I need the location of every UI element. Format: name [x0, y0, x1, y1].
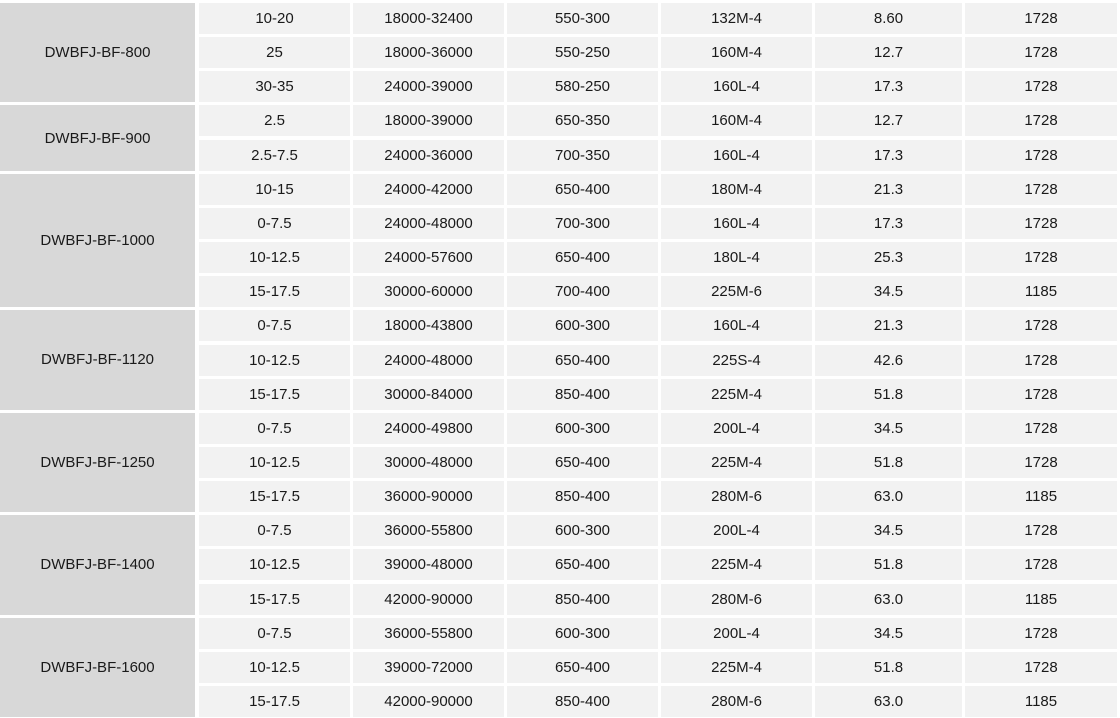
rpm-cell: 1728: [965, 549, 1117, 580]
motor-model-cell: 280M-6: [661, 686, 812, 717]
motor-model-cell: 200L-4: [661, 618, 812, 649]
pressure-cell: 15-17.5: [199, 584, 350, 615]
airflow-cell: 30000-60000: [353, 276, 504, 307]
airflow-cell: 24000-42000: [353, 174, 504, 205]
pressure-cell: 10-15: [199, 174, 350, 205]
power-cell: 17.3: [815, 71, 962, 102]
speed-cell: 650-400: [507, 242, 658, 273]
speed-cell: 700-400: [507, 276, 658, 307]
motor-model-cell: 160M-4: [661, 105, 812, 136]
speed-cell: 600-300: [507, 310, 658, 341]
motor-model-cell: 180M-4: [661, 174, 812, 205]
rpm-cell: 1728: [965, 105, 1117, 136]
model-cell: DWBFJ-BF-1600: [0, 618, 195, 717]
pressure-cell: 10-20: [199, 3, 350, 34]
motor-model-cell: 280M-6: [661, 481, 812, 512]
power-cell: 34.5: [815, 515, 962, 546]
model-cell: DWBFJ-BF-900: [0, 105, 195, 170]
speed-cell: 850-400: [507, 686, 658, 717]
rpm-cell: 1728: [965, 379, 1117, 410]
motor-model-cell: 200L-4: [661, 413, 812, 444]
speed-cell: 700-300: [507, 208, 658, 239]
pressure-cell: 25: [199, 37, 350, 68]
pressure-cell: 15-17.5: [199, 686, 350, 717]
power-cell: 17.3: [815, 140, 962, 171]
motor-model-cell: 225M-4: [661, 447, 812, 478]
motor-model-cell: 225M-4: [661, 652, 812, 683]
speed-cell: 550-250: [507, 37, 658, 68]
power-cell: 42.6: [815, 345, 962, 376]
rpm-cell: 1728: [965, 208, 1117, 239]
airflow-cell: 36000-55800: [353, 515, 504, 546]
model-cell: DWBFJ-BF-1000: [0, 174, 195, 307]
airflow-cell: 18000-32400: [353, 3, 504, 34]
speed-cell: 850-400: [507, 379, 658, 410]
pressure-cell: 0-7.5: [199, 208, 350, 239]
speed-cell: 600-300: [507, 515, 658, 546]
rpm-cell: 1728: [965, 413, 1117, 444]
power-cell: 51.8: [815, 379, 962, 410]
power-cell: 12.7: [815, 37, 962, 68]
speed-cell: 600-300: [507, 413, 658, 444]
motor-model-cell: 280M-6: [661, 584, 812, 615]
rpm-cell: 1185: [965, 686, 1117, 717]
rpm-cell: 1185: [965, 584, 1117, 615]
pressure-cell: 0-7.5: [199, 618, 350, 649]
speed-cell: 650-400: [507, 447, 658, 478]
speed-cell: 600-300: [507, 618, 658, 649]
motor-model-cell: 160L-4: [661, 140, 812, 171]
power-cell: 34.5: [815, 276, 962, 307]
motor-model-cell: 160L-4: [661, 208, 812, 239]
motor-model-cell: 200L-4: [661, 515, 812, 546]
power-cell: 21.3: [815, 174, 962, 205]
power-cell: 63.0: [815, 686, 962, 717]
airflow-cell: 18000-43800: [353, 310, 504, 341]
motor-model-cell: 225M-4: [661, 549, 812, 580]
airflow-cell: 18000-39000: [353, 105, 504, 136]
motor-model-cell: 225S-4: [661, 345, 812, 376]
pressure-cell: 2.5: [199, 105, 350, 136]
power-cell: 51.8: [815, 652, 962, 683]
power-cell: 25.3: [815, 242, 962, 273]
pressure-cell: 15-17.5: [199, 481, 350, 512]
motor-model-cell: 225M-6: [661, 276, 812, 307]
pressure-cell: 2.5-7.5: [199, 140, 350, 171]
pressure-cell: 10-12.5: [199, 447, 350, 478]
motor-model-cell: 132M-4: [661, 3, 812, 34]
pressure-cell: 15-17.5: [199, 276, 350, 307]
pressure-cell: 10-12.5: [199, 242, 350, 273]
airflow-cell: 42000-90000: [353, 584, 504, 615]
rpm-cell: 1728: [965, 652, 1117, 683]
speed-cell: 580-250: [507, 71, 658, 102]
rpm-cell: 1728: [965, 447, 1117, 478]
pressure-cell: 10-12.5: [199, 652, 350, 683]
rpm-cell: 1728: [965, 37, 1117, 68]
pressure-cell: 10-12.5: [199, 345, 350, 376]
rpm-cell: 1728: [965, 345, 1117, 376]
rpm-cell: 1728: [965, 3, 1117, 34]
power-cell: 17.3: [815, 208, 962, 239]
power-cell: 63.0: [815, 584, 962, 615]
speed-cell: 550-300: [507, 3, 658, 34]
power-cell: 34.5: [815, 413, 962, 444]
power-cell: 63.0: [815, 481, 962, 512]
airflow-cell: 42000-90000: [353, 686, 504, 717]
power-cell: 21.3: [815, 310, 962, 341]
rpm-cell: 1728: [965, 174, 1117, 205]
airflow-cell: 24000-48000: [353, 208, 504, 239]
model-cell: DWBFJ-BF-1400: [0, 515, 195, 614]
airflow-cell: 24000-39000: [353, 71, 504, 102]
pressure-cell: 10-12.5: [199, 549, 350, 580]
rpm-cell: 1728: [965, 618, 1117, 649]
model-cell: DWBFJ-BF-1120: [0, 310, 195, 409]
speed-cell: 700-350: [507, 140, 658, 171]
model-cell: DWBFJ-BF-800: [0, 3, 195, 102]
power-cell: 51.8: [815, 447, 962, 478]
pressure-cell: 30-35: [199, 71, 350, 102]
power-cell: 51.8: [815, 549, 962, 580]
motor-model-cell: 160L-4: [661, 310, 812, 341]
model-cell: DWBFJ-BF-1250: [0, 413, 195, 512]
speed-cell: 650-400: [507, 345, 658, 376]
power-cell: 34.5: [815, 618, 962, 649]
rpm-cell: 1728: [965, 71, 1117, 102]
airflow-cell: 36000-90000: [353, 481, 504, 512]
airflow-cell: 24000-57600: [353, 242, 504, 273]
speed-cell: 650-400: [507, 549, 658, 580]
airflow-cell: 24000-48000: [353, 345, 504, 376]
rpm-cell: 1728: [965, 242, 1117, 273]
speed-cell: 850-400: [507, 584, 658, 615]
airflow-cell: 39000-72000: [353, 652, 504, 683]
motor-model-cell: 180L-4: [661, 242, 812, 273]
pressure-cell: 0-7.5: [199, 413, 350, 444]
rpm-cell: 1728: [965, 140, 1117, 171]
rpm-cell: 1185: [965, 276, 1117, 307]
airflow-cell: 39000-48000: [353, 549, 504, 580]
speed-cell: 650-400: [507, 652, 658, 683]
airflow-cell: 30000-84000: [353, 379, 504, 410]
rpm-cell: 1185: [965, 481, 1117, 512]
speed-cell: 650-400: [507, 174, 658, 205]
speed-cell: 650-350: [507, 105, 658, 136]
power-cell: 8.60: [815, 3, 962, 34]
rpm-cell: 1728: [965, 310, 1117, 341]
pressure-cell: 0-7.5: [199, 515, 350, 546]
airflow-cell: 36000-55800: [353, 618, 504, 649]
pressure-cell: 15-17.5: [199, 379, 350, 410]
motor-model-cell: 225M-4: [661, 379, 812, 410]
motor-model-cell: 160M-4: [661, 37, 812, 68]
airflow-cell: 30000-48000: [353, 447, 504, 478]
airflow-cell: 18000-36000: [353, 37, 504, 68]
airflow-cell: 24000-36000: [353, 140, 504, 171]
speed-cell: 850-400: [507, 481, 658, 512]
rpm-cell: 1728: [965, 515, 1117, 546]
pressure-cell: 0-7.5: [199, 310, 350, 341]
power-cell: 12.7: [815, 105, 962, 136]
airflow-cell: 24000-49800: [353, 413, 504, 444]
motor-model-cell: 160L-4: [661, 71, 812, 102]
